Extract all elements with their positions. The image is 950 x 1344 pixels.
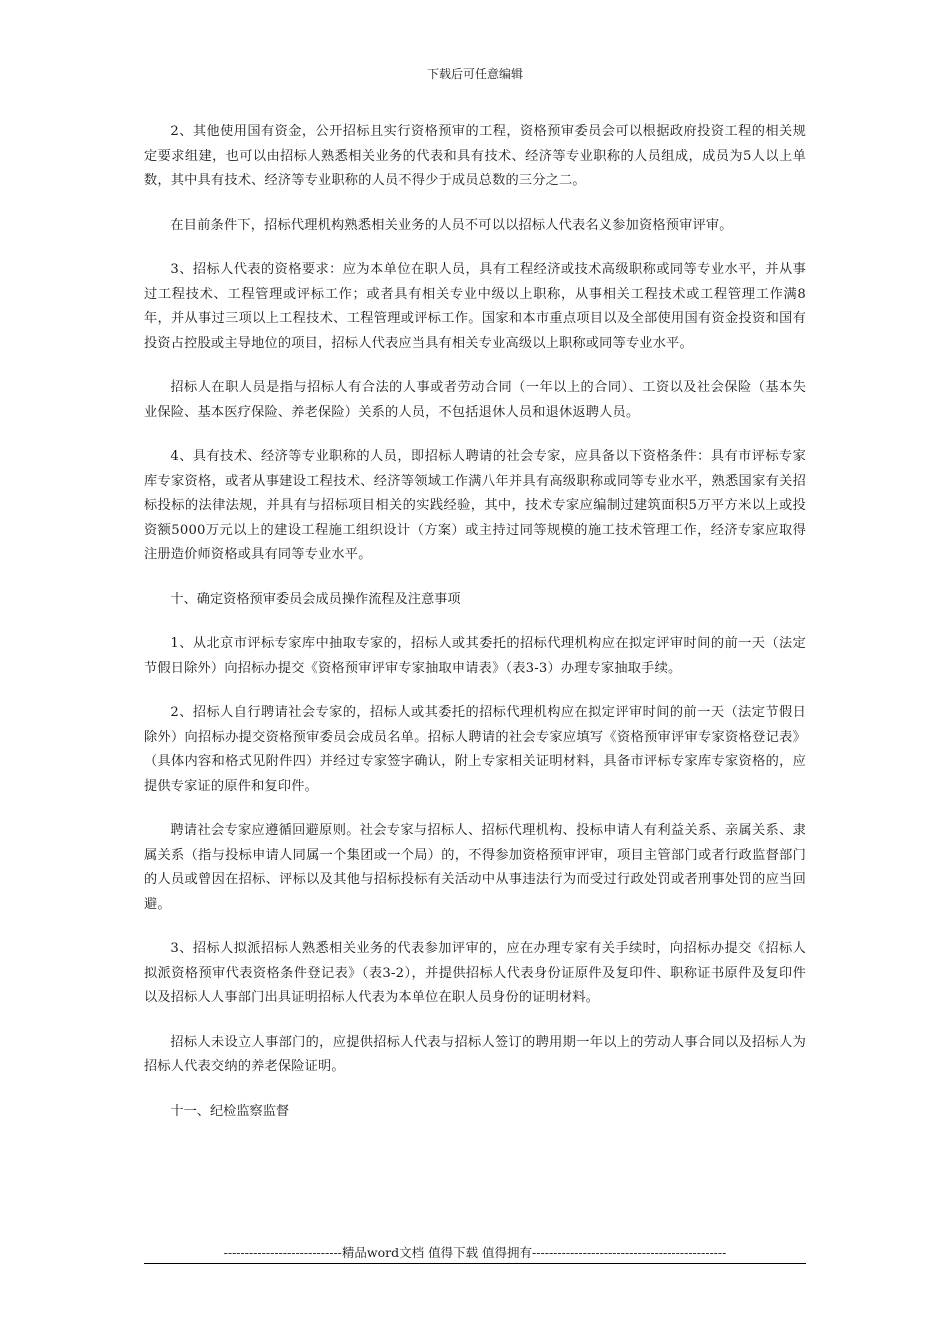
paragraph-clause-4: 4、具有技术、经济等专业职称的人员，即招标人聘请的社会专家，应具备以下资格条件：具有市评标专家库专家资格，或者从事建设工程技术、经济等领域工作满八年并具有高级职称或同等专业水平，熟悉国家有关招标投标的法律法规，并具有与招标项目相关的实践经验，其中，技术专家应编制过建筑面积5万平方米以上或投资额5000万元以上的建设工程施工组织设计（方案）或主持过同等规模的施工技术管理工作，经济专家应取得注册造价师资格或具有同等专业水平。 (144, 449, 806, 562)
document-body (144, 120, 806, 1144)
paragraph-no-hr-dept: 招标人未设立人事部门的，应提供招标人代表与招标人签订的聘用期一年以上的劳动人事合同以及招标人为招标人代表交纳的养老保险证明。 (144, 1034, 806, 1074)
footer-divider (144, 1263, 806, 1264)
paragraph-recusal: 聘请社会专家应遵循回避原则。社会专家与招标人、招标代理机构、投标申请人有利益关系、亲属关系、隶属关系（指与投标申请人同属一个集团或一个局）的，不得参加资格预审评审，项目主管部门或者行政监督部门的人员或曾因在招标、评标以及其他与招标投标有关活动中从事违法行为而受过行政处罚或者刑事处罚的应当回避。 (144, 823, 806, 912)
paragraph-staff-definition: 招标人在职人员是指与招标人有合法的人事或者劳动合同（一年以上的合同）、工资以及社会保险（基本失业保险、基本医疗保险、养老保险）关系的人员，不包括退休人员和退休返聘人员。 (144, 380, 806, 420)
page-header: 下载后可任意编辑 (426, 67, 523, 81)
paragraph-clause-3: 3、招标人代表的资格要求：应为本单位在职人员，具有工程经济或技术高级职称或同等专业水平，并从事过工程技术、工程管理或评标工作；或者具有相关专业中级以上职称，从事相关工程技术或工程管理工作满8年，并从事过三项以上工程技术、工程管理或评标工作。国家和本市重点项目以及全部使用国有资金投资和国有投资占控股或主导地位的项目，招标人代表应当具有相关专业高级以上职称或同等专业水平。 (144, 262, 806, 351)
page-footer: ----------------------------精品word文档 值得下载 值得拥有---------------------------------------------- (223, 1245, 727, 1260)
paragraph-procedure-1: 1、从北京市评标专家库中抽取专家的，招标人或其委托的招标代理机构应在拟定评审时间的前一天（法定节假日除外）向招标办提交《资格预审评审专家抽取申请表》（表3-3）办理专家抽取手续。 (144, 636, 806, 676)
section-heading-11: 十一、纪检监察监督 (170, 1103, 290, 1119)
paragraph-clause-2: 2、其他使用国有资金，公开招标且实行资格预审的工程，资格预审委员会可以根据政府投资工程的相关规定要求组建，也可以由招标人熟悉相关业务的代表和具有技术、经济等专业职称的人员组成，成员为5人以上单数，其中具有技术、经济等专业职称的人员不得少于成员总数的三分之二。 (144, 124, 806, 188)
paragraph-agency-restriction: 在目前条件下，招标代理机构熟悉相关业务的人员不可以以招标人代表名义参加资格预审评审。 (170, 217, 733, 233)
paragraph-procedure-3: 3、招标人拟派招标人熟悉相关业务的代表参加评审的，应在办理专家有关手续时，向招标办提交《招标人拟派资格预审代表资格条件登记表》（表3-2），并提供招标人代表身份证原件及复印件、职称证书原件及复印件以及招标人人事部门出具证明招标人代表为本单位在职人员身份的证明材料。 (144, 941, 806, 1005)
paragraph-procedure-2: 2、招标人自行聘请社会专家的，招标人或其委托的招标代理机构应在拟定评审时间的前一天（法定节假日除外）向招标办提交资格预审委员会成员名单。招标人聘请的社会专家应填写《资格预审评审专家资格登记表》（具体内容和格式见附件四）并经过专家签字确认，附上专家相关证明材料，具备市评标专家库专家资格的，应提供专家证的原件和复印件。 (144, 705, 806, 794)
section-heading-10: 十、确定资格预审委员会成员操作流程及注意事项 (170, 591, 461, 607)
